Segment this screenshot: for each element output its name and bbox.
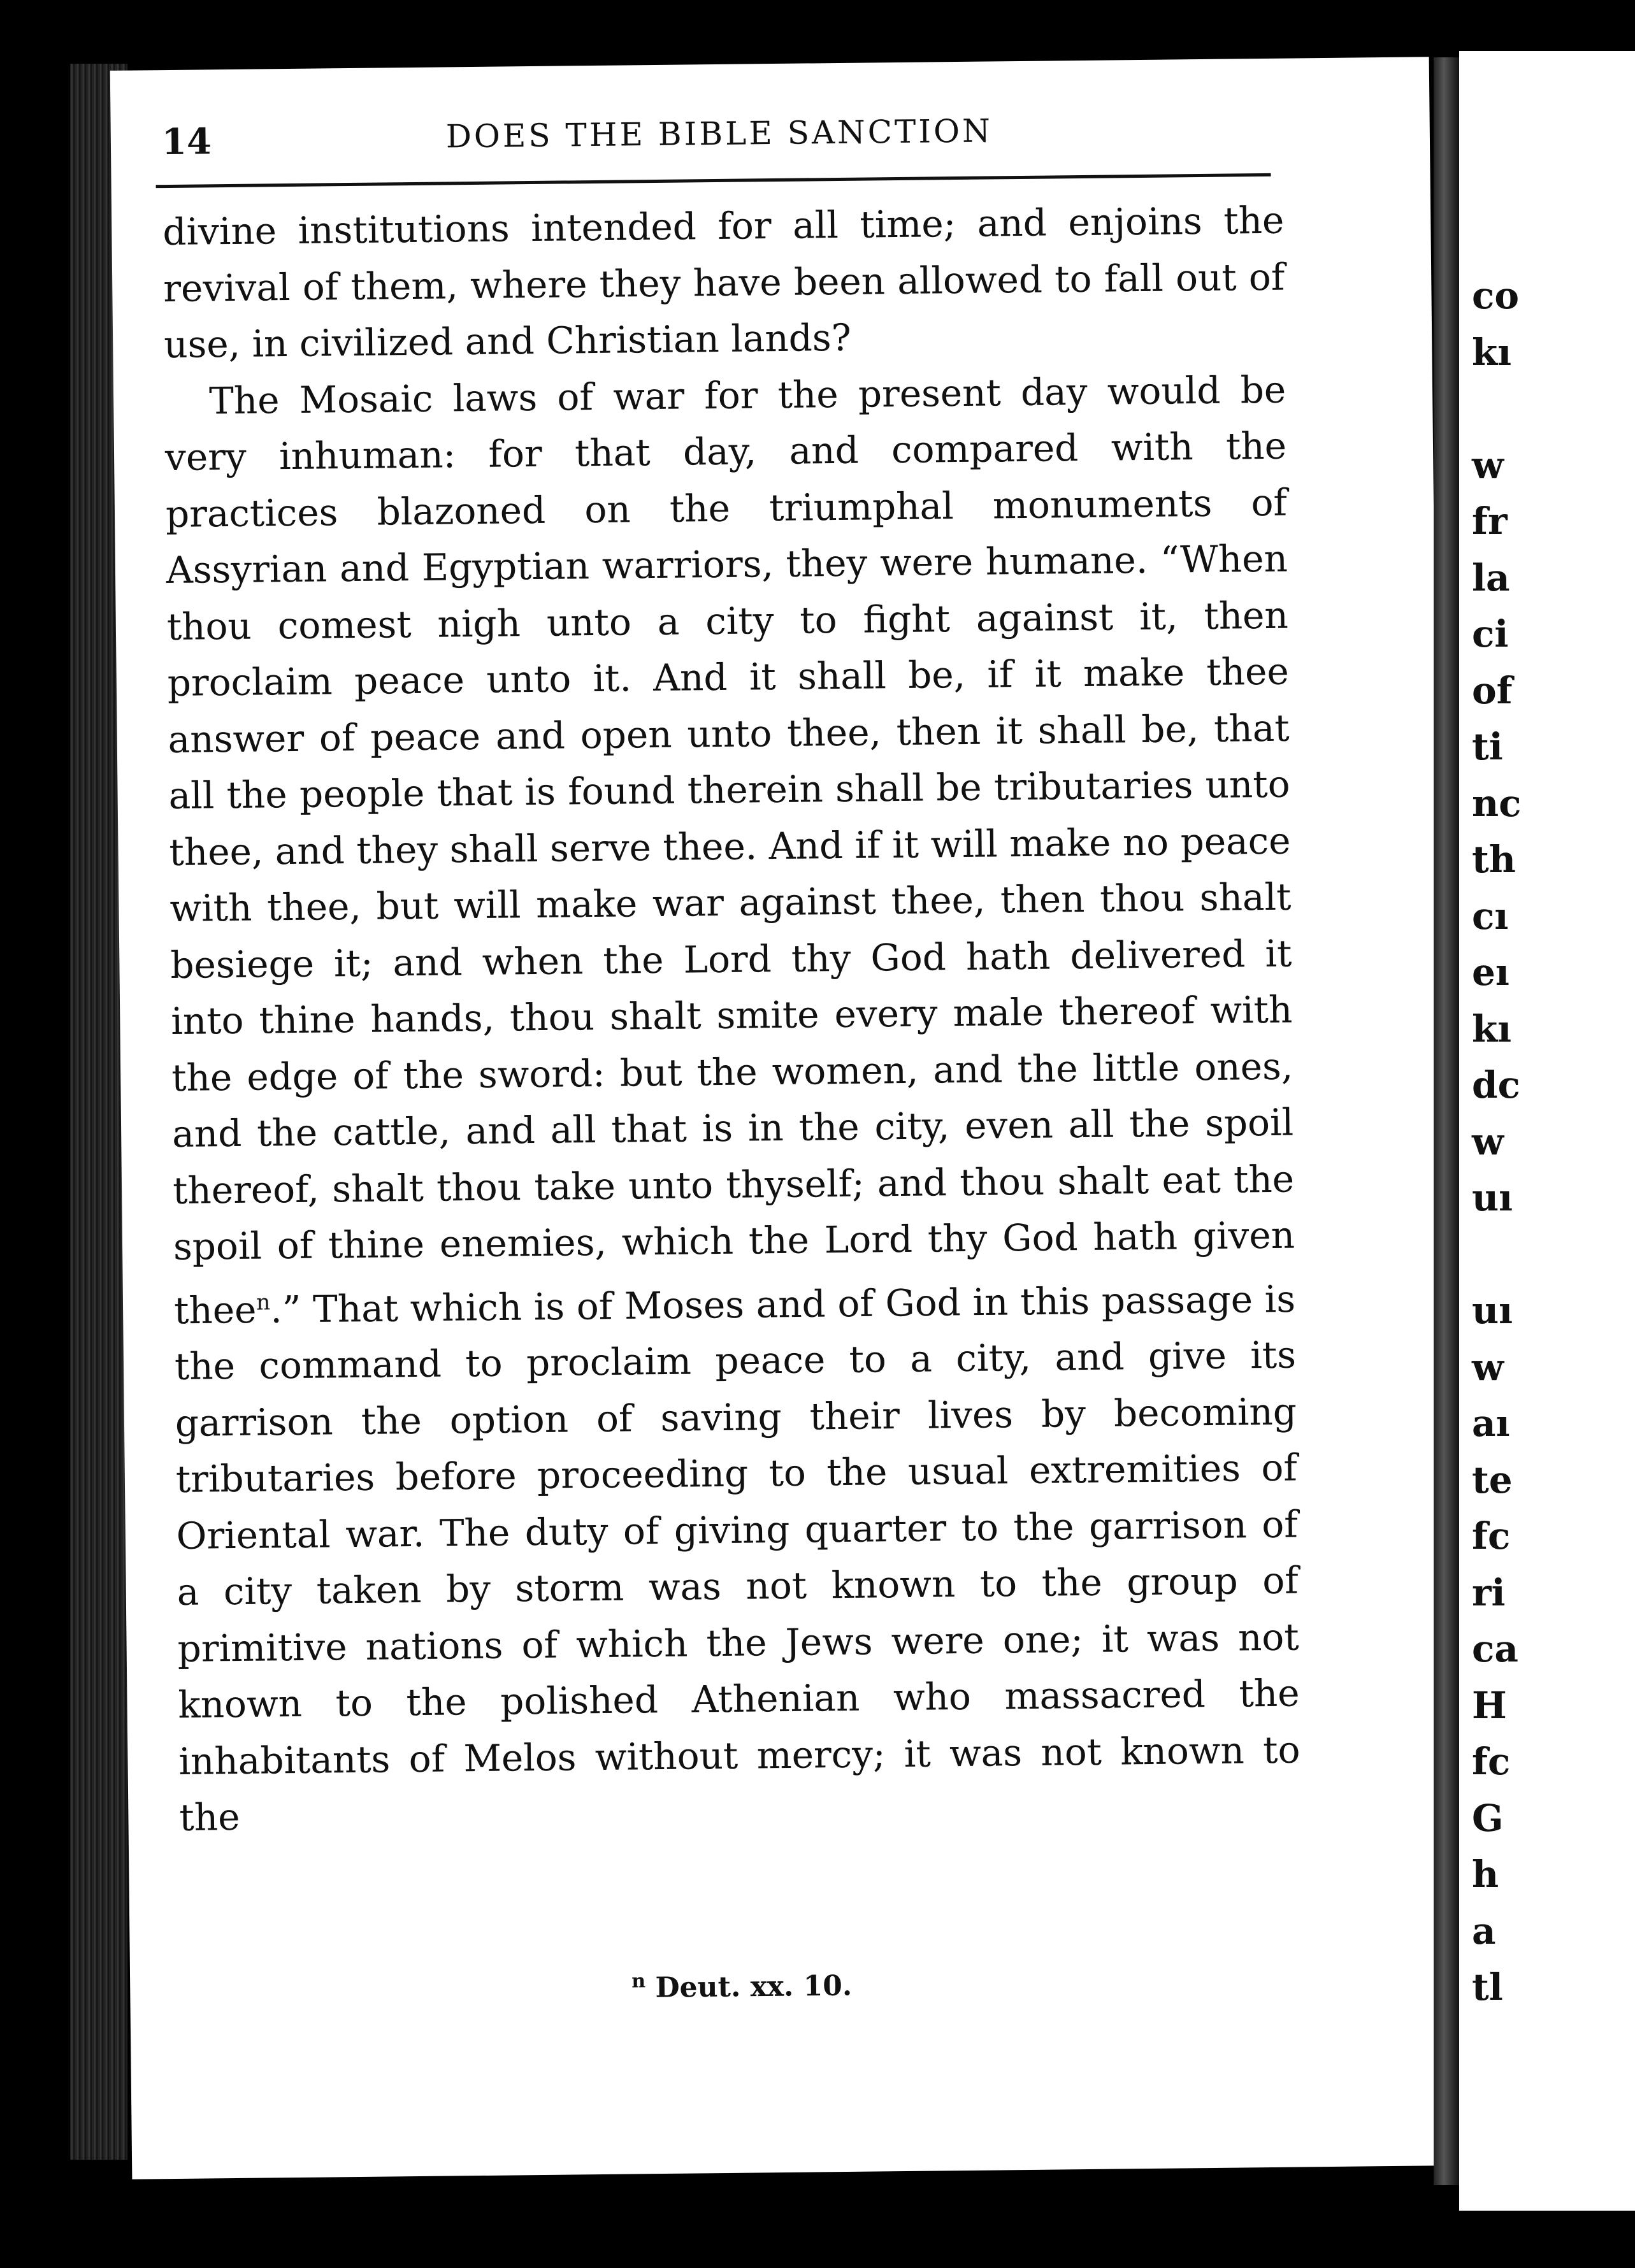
- footnote-marker: n: [256, 1289, 271, 1316]
- facing-page-line: aı: [1472, 1402, 1510, 1445]
- facing-page-line: fr: [1472, 499, 1508, 543]
- book-page: [110, 57, 1451, 2179]
- facing-page-line: ci: [1472, 612, 1509, 656]
- facing-page-line: ti: [1472, 725, 1503, 768]
- facing-page-line: co: [1472, 274, 1520, 317]
- facing-page-line: [1472, 380, 1625, 437]
- facing-page-line: dc: [1472, 1063, 1520, 1107]
- facing-page-line: uı: [1472, 1289, 1513, 1332]
- paragraph-text-continued: .” That which is of Moses and of God in this passage is the command to proclaim peace to a city, and give its garrison the option of saving their lives by becoming tributaries before proceeding to the usual extremities of Oriental war. The duty of giving quarter to the garrison of a city taken by storm was not known to the group of primitive nations of which the Jews were one; it was not known to the polished Athenian who massacred the inhabitants of Melos without mercy; it was not known to the: [174, 1277, 1300, 1840]
- facing-page-line: w: [1472, 1119, 1504, 1163]
- facing-page-line: la: [1472, 556, 1510, 599]
- facing-page-line: kı: [1472, 1007, 1512, 1051]
- facing-page-line: th: [1472, 838, 1516, 881]
- footnote-marker: n: [631, 1970, 646, 1993]
- facing-page-line: ri: [1472, 1570, 1506, 1614]
- facing-page-line: w: [1472, 1345, 1504, 1389]
- facing-page-line: [1472, 1226, 1625, 1283]
- page-header: [162, 110, 1278, 178]
- facing-page-line: tl: [1472, 1965, 1503, 2009]
- facing-page-line: eı: [1472, 951, 1509, 994]
- facing-page-text: [1472, 268, 1625, 2016]
- facing-page-line: fc: [1472, 1740, 1511, 1783]
- facing-page-line: H: [1472, 1683, 1507, 1727]
- facing-page-line: h: [1472, 1853, 1499, 1896]
- facing-page-line: of: [1472, 668, 1513, 712]
- paragraph: divine institutions intended for all time; and enjoins the revival of them, where they have been allowed to fall out of use, in civilized and Christian lands?: [162, 198, 1285, 367]
- footnote-text: Deut. xx. 10.: [655, 1969, 853, 2004]
- page-number: 14: [161, 120, 212, 164]
- page-edge: [1434, 57, 1459, 2185]
- facing-page-line: nc: [1472, 781, 1522, 825]
- footnote: [181, 1963, 1302, 2009]
- facing-page-line: w: [1472, 443, 1504, 487]
- facing-page-line: kı: [1472, 330, 1512, 374]
- paragraph-text: The Mosaic laws of war for the present day would be very inhuman: for that day, and compared with the practices blazoned on the triumphal monuments of Assyrian and Egyptian warriors, they were humane. “When thou comest nigh unto a city to fight against it, then proclaim peace unto it. And it shall be, if it make thee answer of peace and open unto thee, then it shall be, that all the people that is found therein shall be tributaries unto thee, and they shall serve thee. And if it will make no peace with thee, but will make war against thee, then thou shalt besiege it; and when the Lord thy God hath delivered it into thine hands, thou shalt smite every male thereof with the edge of the sword: but the women, and the little ones, and the cattle, and all that is in the city, even all the spoil thereof, shalt thou take unto thyself; and thou shalt eat the spoil of thine enemies, which the Lord thy God hath given thee: [164, 368, 1295, 1332]
- body-text: [162, 192, 1301, 1846]
- facing-page-line: G: [1472, 1796, 1504, 1840]
- facing-page-line: ca: [1472, 1627, 1518, 1670]
- facing-page-line: cı: [1472, 894, 1509, 938]
- facing-page-line: fc: [1472, 1514, 1511, 1558]
- facing-page-line: te: [1472, 1458, 1513, 1502]
- facing-page-line: a: [1472, 1909, 1496, 1953]
- running-head: DOES THE BIBLE SANCTION: [445, 112, 993, 155]
- facing-page: [1459, 51, 1635, 2211]
- paragraph: [164, 361, 1301, 1846]
- facing-page-line: uı: [1472, 1176, 1513, 1219]
